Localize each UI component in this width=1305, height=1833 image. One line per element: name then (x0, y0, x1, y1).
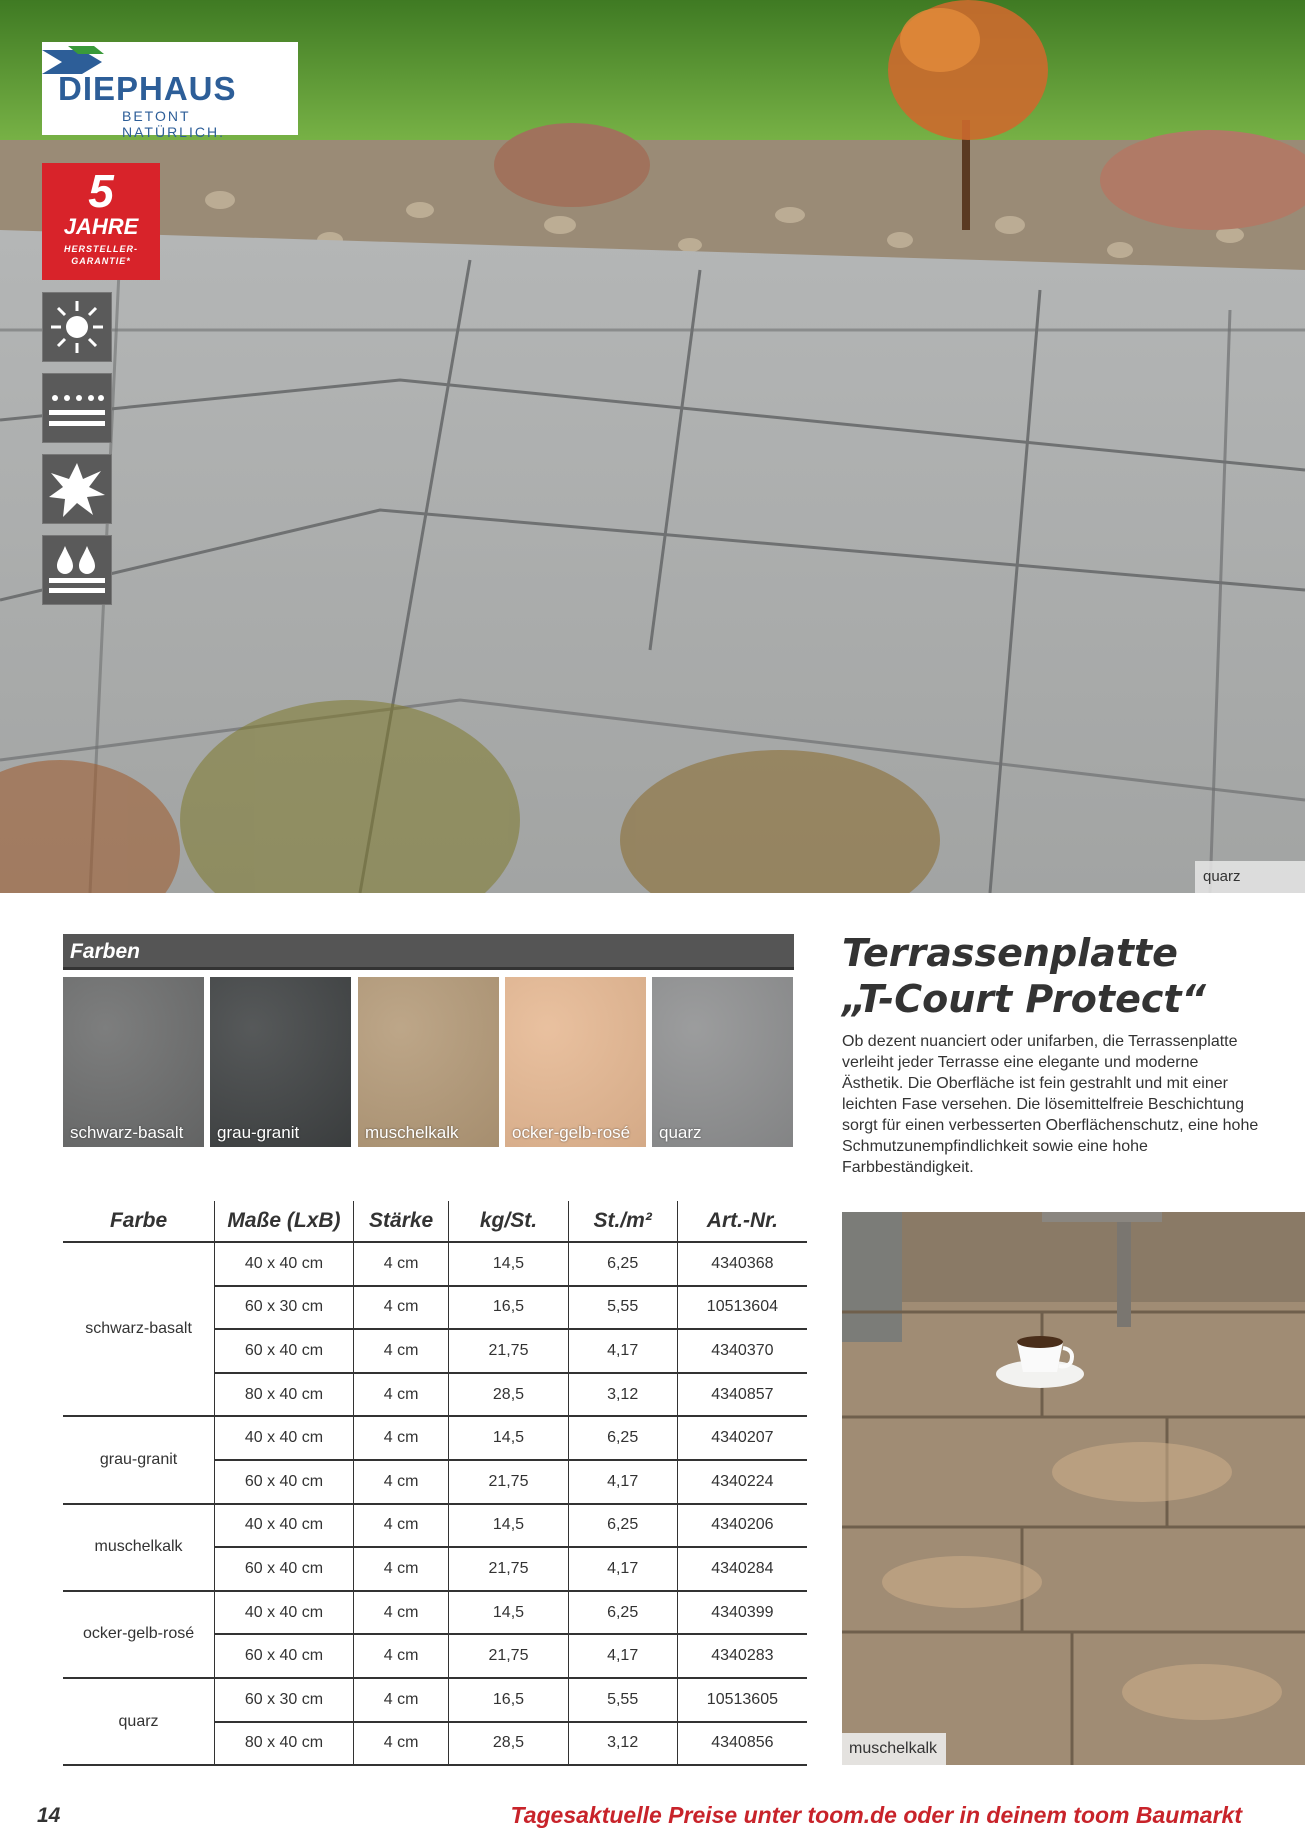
cell-farbe: muschelkalk (63, 1504, 215, 1591)
cell-masse: 40 x 40 cm (215, 1416, 354, 1460)
cell-farbe: schwarz-basalt (63, 1242, 215, 1416)
cell-st-m2: 4,17 (568, 1634, 677, 1678)
cell-farbe: quarz (63, 1678, 215, 1765)
cell-masse: 60 x 40 cm (215, 1634, 354, 1678)
cell-staerke: 4 cm (353, 1678, 449, 1722)
col-header-farbe: Farbe (63, 1201, 215, 1242)
cell-st-m2: 4,17 (568, 1329, 677, 1373)
cell-st-m2: 3,12 (568, 1722, 677, 1766)
guarantee-word: JAHRE (63, 214, 139, 239)
cell-kg: 16,5 (449, 1286, 568, 1330)
cell-kg: 14,5 (449, 1242, 568, 1286)
cell-staerke: 4 cm (353, 1286, 449, 1330)
cell-masse: 60 x 40 cm (215, 1460, 354, 1504)
cell-st-m2: 6,25 (568, 1504, 677, 1548)
cell-staerke: 4 cm (353, 1329, 449, 1373)
cell-staerke: 4 cm (353, 1416, 449, 1460)
side-photo (842, 1212, 1305, 1765)
cell-staerke: 4 cm (353, 1460, 449, 1504)
hero-photo (0, 0, 1305, 893)
col-header-staerke: Stärke (353, 1201, 449, 1242)
cell-masse: 60 x 30 cm (215, 1678, 354, 1722)
cell-staerke: 4 cm (353, 1634, 449, 1678)
cell-staerke: 4 cm (353, 1547, 449, 1591)
cell-staerke: 4 cm (353, 1242, 449, 1286)
colors-header: Farben (63, 934, 794, 970)
guarantee-sub-2: GARANTIE* (71, 256, 131, 266)
cell-masse: 60 x 30 cm (215, 1286, 354, 1330)
water-repellent-icon (42, 535, 112, 605)
swatch-ocker-gelb-rose (505, 977, 646, 1147)
cell-art-nr: 4340856 (677, 1722, 807, 1766)
product-title (842, 930, 1282, 1022)
cell-masse: 80 x 40 cm (215, 1373, 354, 1417)
cell-kg: 14,5 (449, 1416, 568, 1460)
table-row (63, 1416, 807, 1460)
cell-kg: 21,75 (449, 1547, 568, 1591)
spec-table (63, 1201, 807, 1766)
cell-st-m2: 6,25 (568, 1416, 677, 1460)
cell-art-nr: 10513605 (677, 1678, 807, 1722)
swatch-label: grau-granit (217, 1123, 300, 1142)
col-header-st-m2: St./m² (568, 1201, 677, 1242)
cell-art-nr: 4340207 (677, 1416, 807, 1460)
swatch-grau-granit (210, 977, 351, 1147)
cell-staerke: 4 cm (353, 1591, 449, 1635)
cell-kg: 14,5 (449, 1591, 568, 1635)
cell-kg: 28,5 (449, 1722, 568, 1766)
cell-masse: 60 x 40 cm (215, 1329, 354, 1373)
cell-farbe: ocker-gelb-rosé (63, 1591, 215, 1678)
cell-kg: 21,75 (449, 1329, 568, 1373)
brand-logo (42, 42, 298, 140)
cell-masse: 80 x 40 cm (215, 1722, 354, 1766)
cell-art-nr: 4340206 (677, 1504, 807, 1548)
cell-art-nr: 4340857 (677, 1373, 807, 1417)
table-row (63, 1242, 807, 1286)
cell-farbe: grau-granit (63, 1416, 215, 1503)
cell-staerke: 4 cm (353, 1722, 449, 1766)
product-title-line-1: Terrassenplatte (842, 931, 1178, 975)
cell-kg: 14,5 (449, 1504, 568, 1548)
cell-art-nr: 4340283 (677, 1634, 807, 1678)
cell-st-m2: 6,25 (568, 1591, 677, 1635)
col-header-kg: kg/St. (449, 1201, 568, 1242)
spec-table-body (63, 1242, 807, 1765)
swatch-schwarz-basalt (63, 977, 204, 1147)
guarantee-years: 5 (88, 165, 114, 217)
page-number: 14 (37, 1804, 61, 1827)
cell-masse: 40 x 40 cm (215, 1242, 354, 1286)
side-photo-caption: muschelkalk (842, 1733, 946, 1765)
sun-resistance-icon (42, 292, 112, 362)
brand-tagline: BETONT NATÜRLICH. (122, 108, 225, 140)
table-header-row (63, 1201, 807, 1242)
product-title-line-2: „T-Court Protect“ (842, 977, 1207, 1021)
cell-kg: 21,75 (449, 1634, 568, 1678)
swatch-label: schwarz-basalt (70, 1123, 184, 1142)
cell-art-nr: 4340224 (677, 1460, 807, 1504)
frost-salt-resistance-icon (42, 373, 112, 443)
cell-art-nr: 4340399 (677, 1591, 807, 1635)
cell-art-nr: 4340368 (677, 1242, 807, 1286)
cell-st-m2: 5,55 (568, 1286, 677, 1330)
swatch-muschelkalk (358, 977, 499, 1147)
stain-protection-icon (42, 454, 112, 524)
cell-staerke: 4 cm (353, 1373, 449, 1417)
side-photo-illustration (842, 1212, 1305, 1765)
swatch-quarz (652, 977, 793, 1147)
table-row (63, 1678, 807, 1722)
brand-name: DIEPHAUS (58, 70, 237, 107)
cell-staerke: 4 cm (353, 1504, 449, 1548)
cell-kg: 21,75 (449, 1460, 568, 1504)
guarantee-badge (42, 163, 160, 280)
guarantee-sub-1: HERSTELLER- (64, 244, 138, 254)
cell-st-m2: 5,55 (568, 1678, 677, 1722)
col-header-masse: Maße (LxB) (215, 1201, 354, 1242)
col-header-art-nr: Art.-Nr. (677, 1201, 807, 1242)
table-row (63, 1504, 807, 1548)
table-row (63, 1591, 807, 1635)
product-description: Ob dezent nuanciert oder unifarben, die Terrassenplatte verleiht jeder Terrasse eine elegante und moderne Ästhetik. Die Oberfläche ist fein gestrahlt und mit einer leichten Fase versehen. Die lösemittelfreie Beschichtung sorgt für einen verbesserten Oberflächenschutz, eine hohe Schmutzunempfindlichkeit sowie eine hohe Farbbeständigkeit. (842, 1033, 1259, 1176)
swatch-label: muschelkalk (365, 1123, 459, 1142)
cell-art-nr: 4340284 (677, 1547, 807, 1591)
hero-caption: quarz (1195, 861, 1305, 893)
swatch-label: ocker-gelb-rosé (512, 1123, 631, 1142)
cell-masse: 40 x 40 cm (215, 1504, 354, 1548)
footer-price-note[interactable]: Tagesaktuelle Preise unter toom.de oder in deinem toom Baumarkt (510, 1802, 1242, 1828)
cell-st-m2: 4,17 (568, 1547, 677, 1591)
cell-masse: 40 x 40 cm (215, 1591, 354, 1635)
cell-masse: 60 x 40 cm (215, 1547, 354, 1591)
cell-st-m2: 3,12 (568, 1373, 677, 1417)
cell-art-nr: 10513604 (677, 1286, 807, 1330)
cell-kg: 28,5 (449, 1373, 568, 1417)
cell-st-m2: 6,25 (568, 1242, 677, 1286)
cell-kg: 16,5 (449, 1678, 568, 1722)
cell-st-m2: 4,17 (568, 1460, 677, 1504)
cell-art-nr: 4340370 (677, 1329, 807, 1373)
swatch-label: quarz (659, 1123, 702, 1142)
